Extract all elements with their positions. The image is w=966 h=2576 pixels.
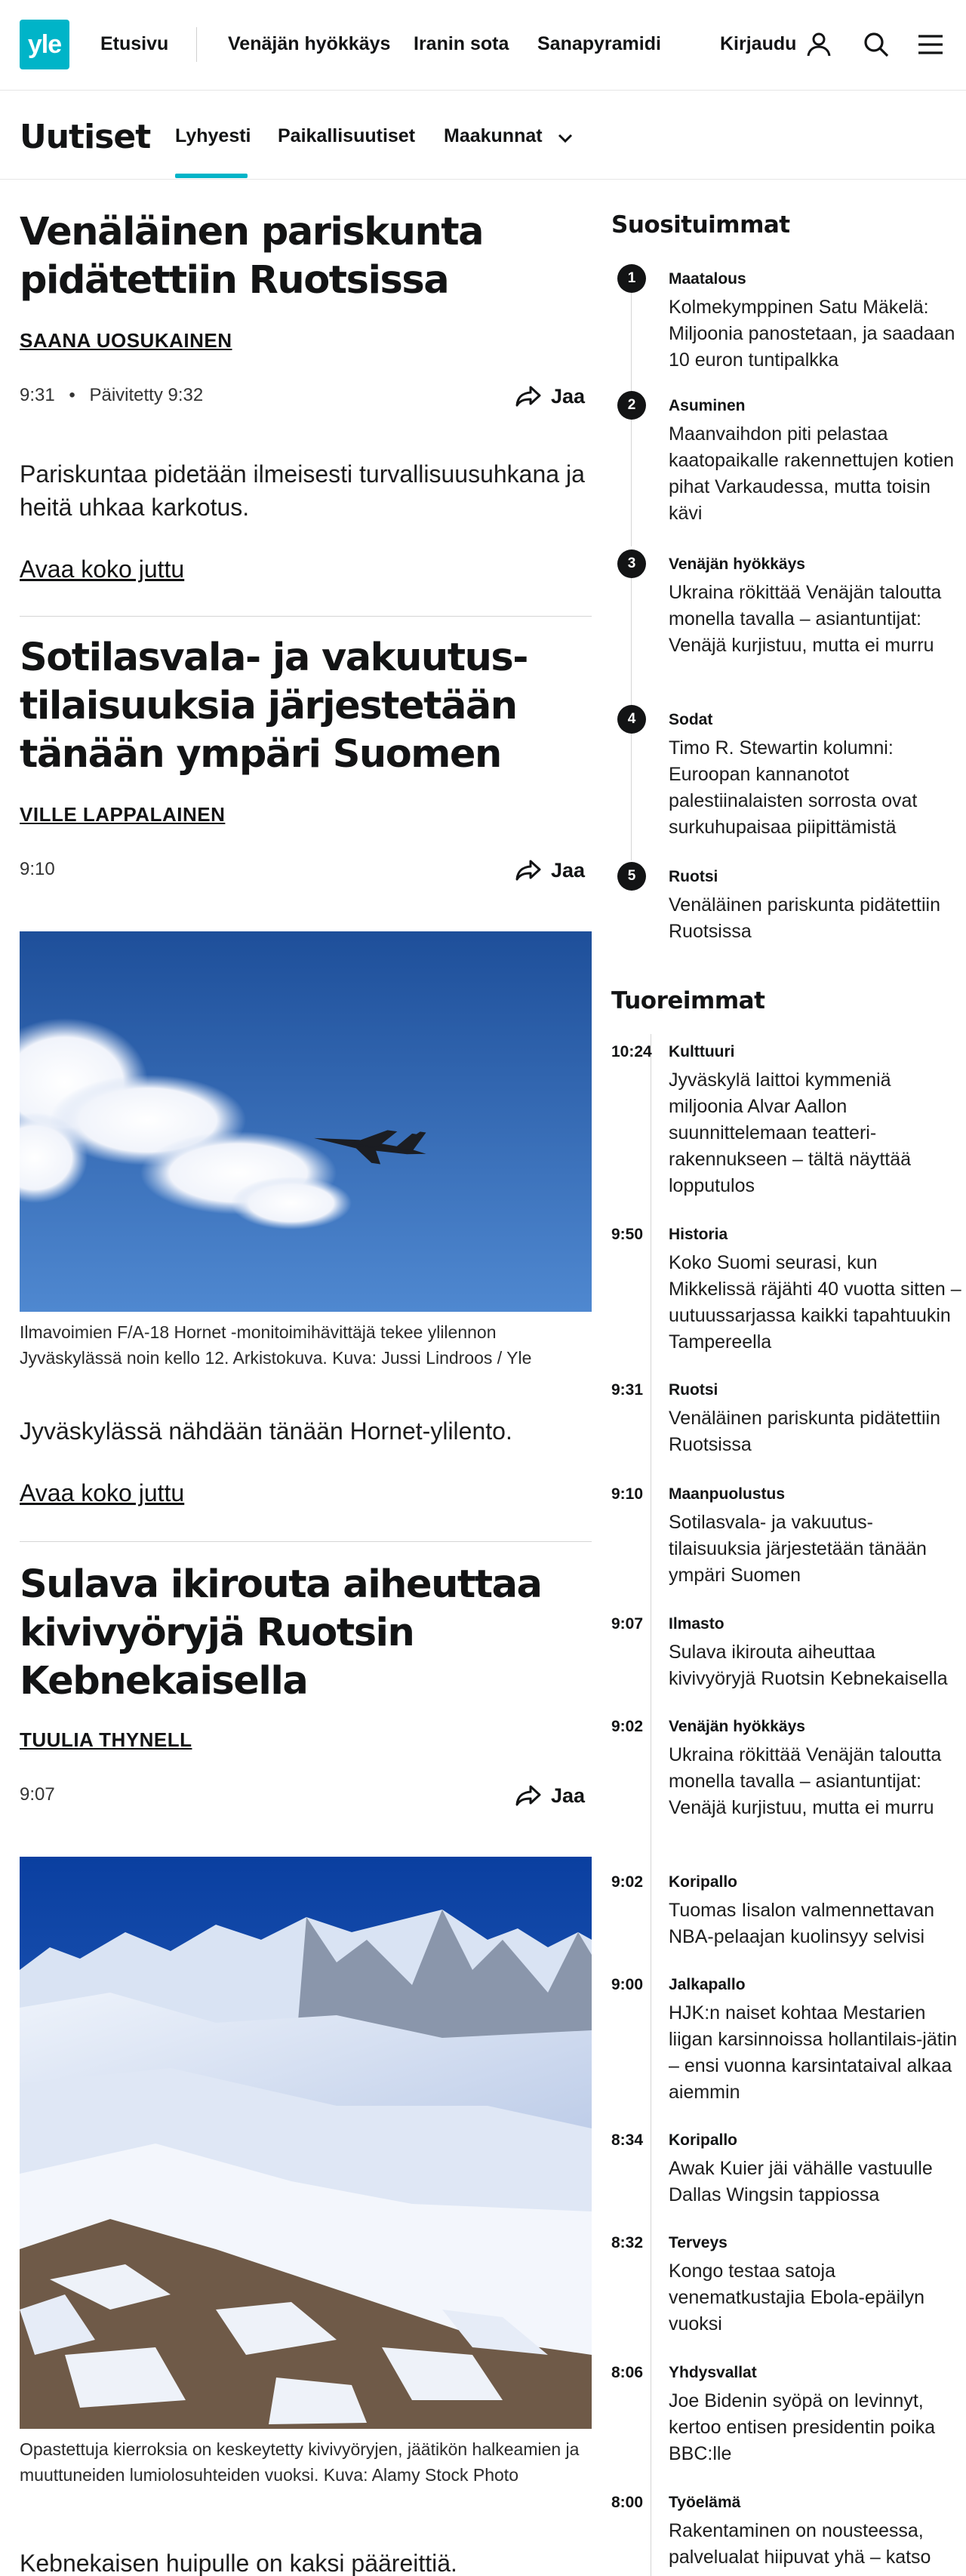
article-meta: [20, 385, 203, 406]
latest-heading: Tuoreimmat: [611, 987, 765, 1014]
popular-item[interactable]: [617, 549, 949, 700]
latest-category: Ruotsi: [669, 1381, 718, 1399]
latest-category: Yhdysvallat: [669, 2364, 757, 2381]
popular-category: Venäjän hyökkäys: [669, 556, 805, 573]
latest-title[interactable]: Rakentaminen on nousteessa, palvelualat hiipuvat yhä – katso: [669, 2520, 931, 2568]
latest-item[interactable]: [611, 1976, 958, 2127]
latest-category: Työelämä: [669, 2494, 741, 2511]
latest-title[interactable]: Ukraina rökittää Venäjän taloutta monella tavalla – asiantuntijat: Venäjä kurjistuu, mutta ei murru: [669, 1744, 942, 1818]
popular-category: Maatalous: [669, 270, 746, 288]
latest-title[interactable]: Sulava ikirouta aiheuttaa kivivyöryjä Ruotsin Kebnekaisella: [669, 1642, 948, 1689]
section-title[interactable]: Uutiset: [20, 118, 151, 156]
chevron-down-icon[interactable]: [555, 128, 575, 152]
latest-title[interactable]: Awak Kuier jäi vähälle vastuulle Dallas Wingsin tappiossa: [669, 2158, 933, 2205]
share-label: Jaa: [551, 384, 586, 408]
tab-paikallisuutiset[interactable]: Paikallisuutiset: [278, 125, 416, 146]
latest-item[interactable]: [611, 1873, 958, 1949]
share-icon: [515, 1784, 542, 1807]
article-title[interactable]: Sulava ikirouta aiheuttaa kivivyöryjä Ruotsin Kebnekaisella: [20, 1562, 542, 1703]
menu-icon[interactable]: [913, 27, 948, 62]
share-label: Jaa: [551, 858, 586, 882]
popular-title[interactable]: Venäläinen pariskunta pidätettiin Ruotsissa: [669, 894, 940, 942]
latest-category: Venäjän hyökkäys: [669, 1718, 805, 1735]
search-icon[interactable]: [859, 27, 894, 62]
article-meta: [20, 859, 55, 880]
latest-time: 8:34: [611, 2131, 644, 2149]
latest-item[interactable]: [611, 2494, 958, 2572]
latest-category: Jalkapallo: [669, 1976, 746, 1993]
popular-category: Ruotsi: [669, 868, 718, 885]
nav-sanapyramidi[interactable]: Sanapyramidi: [537, 33, 661, 54]
latest-time: 9:02: [611, 1718, 644, 1735]
open-article-link[interactable]: Avaa koko juttu: [20, 1479, 185, 1507]
latest-title[interactable]: Koko Suomi seurasi, kun Mikkelissä räjähti 40 vuotta sitten – uutuussarjassa kaikki tapahtuukin Tampereella: [669, 1252, 961, 1353]
popular-title[interactable]: Maanvaihdon piti pelastaa kaatopaikalle rakennettujen kotien pihat Varkaudessa, mutta toisin kävi: [669, 423, 955, 524]
latest-time: 8:00: [611, 2494, 644, 2511]
latest-item[interactable]: [611, 1381, 958, 1457]
latest-category: Koripallo: [669, 2131, 738, 2149]
rank-line: [631, 578, 632, 705]
image-caption: Ilmavoimien F/A-18 Hornet -monitoimihävittäjä tekee ylilennon Jyväskylässä noin kello 12. Arkistokuva. Kuva: Jussi Lindroos / Yle: [20, 1322, 532, 1368]
rank-badge: 1: [617, 264, 646, 293]
nav-venajan-hyokkays[interactable]: Venäjän hyökkäys: [228, 33, 391, 54]
latest-time: 10:24: [611, 1043, 652, 1060]
latest-item[interactable]: [611, 2364, 958, 2470]
popular-item[interactable]: [617, 705, 949, 856]
share-button[interactable]: [515, 855, 590, 885]
popular-item[interactable]: [617, 391, 955, 542]
latest-time: 9:00: [611, 1976, 644, 1993]
latest-category: Koripallo: [669, 1873, 738, 1891]
latest-time: 9:50: [611, 1226, 644, 1243]
latest-title[interactable]: Tuomas Iisalon valmennettavan NBA-pelaajan kuolinsyy selvisi: [669, 1900, 935, 1947]
rank-badge: 2: [617, 391, 646, 420]
user-icon[interactable]: [801, 27, 836, 62]
latest-title[interactable]: Venäläinen pariskunta pidätettiin Ruotsissa: [669, 1408, 940, 1455]
article-image-kebnekaise[interactable]: [20, 1857, 592, 2429]
popular-category: Asuminen: [669, 397, 746, 414]
nav-etusivu[interactable]: Etusivu: [100, 33, 169, 54]
rank-line: [631, 734, 632, 860]
article-time: 9:10: [20, 859, 55, 879]
latest-category: Ilmasto: [669, 1615, 724, 1633]
latest-item[interactable]: [611, 2131, 958, 2207]
tab-lyhyesti[interactable]: Lyhyesti: [175, 125, 251, 146]
popular-title[interactable]: Kolmekymppinen Satu Mäkelä: Miljoonia panostetaan, ja saadaan 10 euron tuntipalkka: [669, 297, 955, 371]
latest-title[interactable]: Jyväskylä laittoi kymmeniä miljoonia Alvar Aallon suunnittelemaan teatteri-rakennukseen – tältä näyttää lopputulos: [669, 1069, 912, 1196]
active-tab-indicator: [175, 174, 248, 178]
popular-title[interactable]: Ukraina rökittää Venäjän taloutta monella tavalla – asiantuntijat: Venäjä kurjistuu, mutta ei murru: [669, 582, 942, 656]
article-lead: Jyväskylässä nähdään tänään Hornet-ylilento.: [20, 1417, 512, 1445]
article-lead: Pariskuntaa pidetään ilmeisesti turvallisuusuhkana ja heitä uhkaa karkotus.: [20, 460, 585, 521]
popular-title[interactable]: Timo R. Stewartin kolumni: Euroopan kannanotot palestiinalaisten sorrosta ovat surkuhupaisaa piipittämistä: [669, 737, 918, 838]
rank-badge: 5: [617, 862, 646, 891]
share-icon: [515, 385, 542, 408]
popular-category: Sodat: [669, 711, 713, 728]
latest-time: 8:32: [611, 2234, 644, 2251]
article-divider: [20, 1541, 592, 1542]
latest-title[interactable]: Joe Bidenin syöpä on levinnyt, kertoo entisen presidentin poika BBC:lle: [669, 2390, 936, 2464]
meta-separator: •: [69, 385, 75, 405]
latest-title[interactable]: HJK:n naiset kohtaa Mestarien liigan karsinnoissa hollantilais-jätin – ensi vuonna karsintataival alkaa aiemmin: [669, 2002, 958, 2103]
latest-item[interactable]: [611, 1718, 958, 1869]
latest-time: 9:10: [611, 1485, 644, 1503]
latest-time: 9:02: [611, 1873, 644, 1891]
tab-maakunnat[interactable]: Maakunnat: [444, 125, 543, 146]
login-link[interactable]: Kirjaudu: [720, 33, 797, 54]
article-author[interactable]: TUULIA THYNELL: [20, 1728, 192, 1751]
rank-line: [631, 293, 632, 392]
article-meta: [20, 1784, 55, 1805]
latest-item[interactable]: [611, 1615, 958, 1691]
article-author[interactable]: VILLE LAPPALAINEN: [20, 803, 226, 826]
latest-category: Maanpuolustus: [669, 1485, 786, 1503]
latest-category: Terveys: [669, 2234, 728, 2251]
yle-logo[interactable]: yle: [20, 20, 69, 69]
article-image-hornet[interactable]: [20, 931, 592, 1312]
article-title[interactable]: Sotilasvala- ja vakuutus-tilaisuuksia järjestetään tänään ympäri Suomen: [20, 636, 528, 777]
latest-time: 9:31: [611, 1381, 644, 1399]
article-author[interactable]: SAANA UOSUKAINEN: [20, 329, 232, 352]
latest-time: 9:07: [611, 1615, 644, 1633]
share-label: Jaa: [551, 1784, 586, 1807]
share-button[interactable]: [515, 381, 590, 411]
article-lead: Kebnekaisen huipulle on kaksi pääreittiä.: [20, 2550, 457, 2576]
article-time: 9:07: [20, 1784, 55, 1805]
rank-line: [631, 420, 632, 546]
nav-iranin-sota[interactable]: Iranin sota: [414, 33, 509, 54]
image-caption: Opastettuja kierroksia on keskeytetty kivivyöryjen, jäätikön halkeamien ja muuttuneiden lumiolosuhteiden vuoksi. Kuva: Alamy Stock Photo: [20, 2439, 580, 2485]
section-nav: [0, 91, 966, 180]
article-time: 9:31: [20, 385, 55, 405]
popular-item[interactable]: [617, 862, 949, 953]
rank-badge: 3: [617, 549, 646, 578]
open-article-link[interactable]: Avaa koko juttu: [20, 556, 185, 583]
site-header: [0, 0, 966, 91]
latest-item[interactable]: [611, 1226, 961, 1377]
latest-item[interactable]: [611, 2234, 958, 2340]
popular-item[interactable]: [617, 264, 955, 385]
latest-item[interactable]: [611, 1485, 958, 1621]
article-updated: Päivitetty 9:32: [89, 385, 204, 405]
latest-title[interactable]: Kongo testaa satoja venematkustajia Ebola-epäilyn vuoksi: [669, 2261, 925, 2334]
nav-divider: [196, 27, 197, 62]
latest-time: 8:06: [611, 2364, 644, 2381]
popular-heading: Suosituimmat: [611, 211, 790, 239]
share-button[interactable]: [515, 1780, 590, 1811]
latest-category: Kulttuuri: [669, 1043, 735, 1060]
latest-category: Historia: [669, 1226, 728, 1243]
article-title[interactable]: Venäläinen pariskunta pidätettiin Ruotsissa: [20, 210, 484, 303]
latest-item[interactable]: [611, 1043, 958, 1194]
latest-title[interactable]: Sotilasvala- ja vakuutus-tilaisuuksia järjestetään tänään ympäri Suomen: [669, 1512, 927, 1586]
rank-badge: 4: [617, 705, 646, 734]
article-divider: [20, 616, 592, 617]
share-icon: [515, 859, 542, 882]
